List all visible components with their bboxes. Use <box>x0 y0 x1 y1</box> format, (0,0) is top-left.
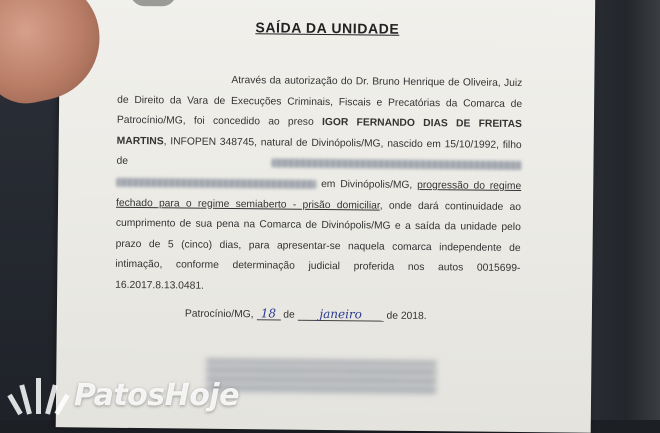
redacted-signature <box>206 359 436 395</box>
date-month-handwritten: janeiro <box>298 308 384 322</box>
body-text-part: em Divinópolis/MG, <box>316 178 418 191</box>
document-paper <box>56 0 596 433</box>
watermark-logo-icon <box>12 372 70 418</box>
date-line <box>185 307 427 323</box>
body-text-part: Através da autorização do Dr. Bruno Henrique de Oliveira, Juiz de Direito da Vara de Execuções Criminais, Fiscais e Precatórias da Comarca de Patrocínio/MG, foi concedido ao preso <box>116 75 523 129</box>
document-body <box>115 70 522 301</box>
underlined-progression: progressão do regime fechado para o regime semiaberto - prisão domiciliar <box>116 179 522 212</box>
body-text-part: , onde dará continuidade ao cumprimento de sua pena na Comarca de Divinópolis/MG e a saída da unidade pelo prazo de 5 (cinco) dias, para apresentar-se naquela comarca independente de intimação, conforme determinação judicial proferida nos autos 0015699-16.2017.8.13.0481. <box>115 200 522 292</box>
redacted-address <box>116 178 316 189</box>
watermark <box>12 372 239 418</box>
date-de: de <box>283 309 295 321</box>
watermark-text: PatosHoje <box>74 377 239 413</box>
coat-of-arms-icon <box>130 0 176 6</box>
date-city: Patrocínio/MG, <box>184 308 254 321</box>
body-text-part: , INFOPEN 348745, natural de Divinópolis/MG, nascido em 15/10/1992, filho de <box>116 136 522 169</box>
date-day-handwritten: 18 <box>256 307 280 320</box>
document-title: SAÍDA DA UNIDADE <box>255 19 400 37</box>
date-year: de 2018. <box>386 310 427 323</box>
prisoner-name: IGOR FERNANDO DIAS DE FREITAS MARTINS <box>116 117 522 148</box>
redacted-parents <box>271 159 521 171</box>
